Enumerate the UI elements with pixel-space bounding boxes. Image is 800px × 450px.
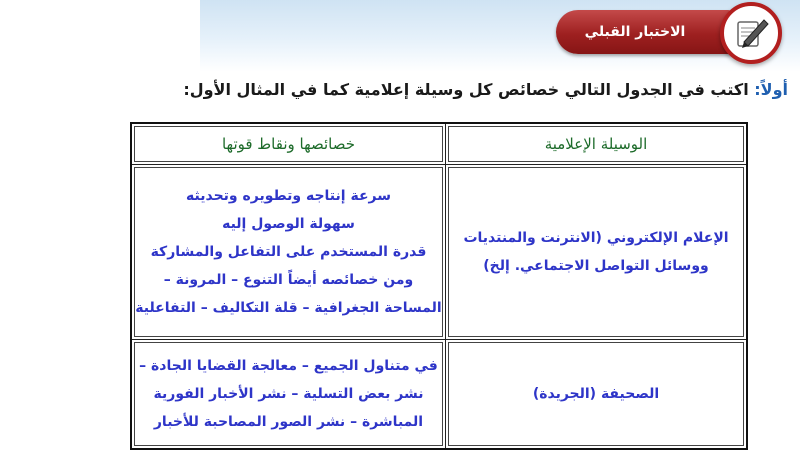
feature-line: نشر بعض التسلية – نشر الأخبار الفورية: [153, 386, 424, 402]
table-row: [131, 340, 747, 450]
features-cell: [131, 340, 446, 450]
feature-line: سرعة إنتاجه وتطويره وتحديثه: [186, 188, 391, 204]
question-number: أولاً:: [754, 80, 788, 99]
medium-cell: [446, 340, 748, 450]
instruction-text: اكتب في الجدول التالي خصائص كل وسيلة إعلامية كما في المثال الأول:: [183, 80, 749, 99]
pretest-badge: [556, 10, 734, 54]
medium-cell: [446, 165, 748, 340]
feature-line: ومن خصائصه أيضاً التنوع – المرونة –: [163, 272, 414, 288]
feature-line: سهولة الوصول إليه: [222, 216, 355, 232]
media-features-table: [130, 122, 748, 450]
medium-line: الإعلام الإلكتروني (الانترنت والمنتديات: [463, 230, 729, 246]
medium-line: ووسائل التواصل الاجتماعي. إلخ): [483, 258, 709, 274]
header-features: خصائصها ونقاط قوتها: [131, 123, 446, 165]
table-header-row: [131, 123, 747, 165]
instruction-line: [28, 80, 788, 99]
pen-paper-icon: [720, 2, 782, 64]
feature-line: المساحة الجغرافية – قلة التكاليف – التفاعلية: [135, 300, 442, 316]
feature-line: المباشرة – نشر الصور المصاحبة للأخبار: [153, 414, 424, 430]
feature-line: قدرة المستخدم على التفاعل والمشاركة: [150, 244, 427, 260]
header-medium: الوسيلة الإعلامية: [446, 123, 748, 165]
pretest-badge-title: الاختبار القبلي: [584, 24, 686, 40]
feature-line: في متناول الجميع – معالجة القضايا الجادة –: [139, 358, 438, 374]
table-row: [131, 165, 747, 340]
medium-line: الصحيفة (الجريدة): [532, 386, 660, 402]
features-cell: [131, 165, 446, 340]
